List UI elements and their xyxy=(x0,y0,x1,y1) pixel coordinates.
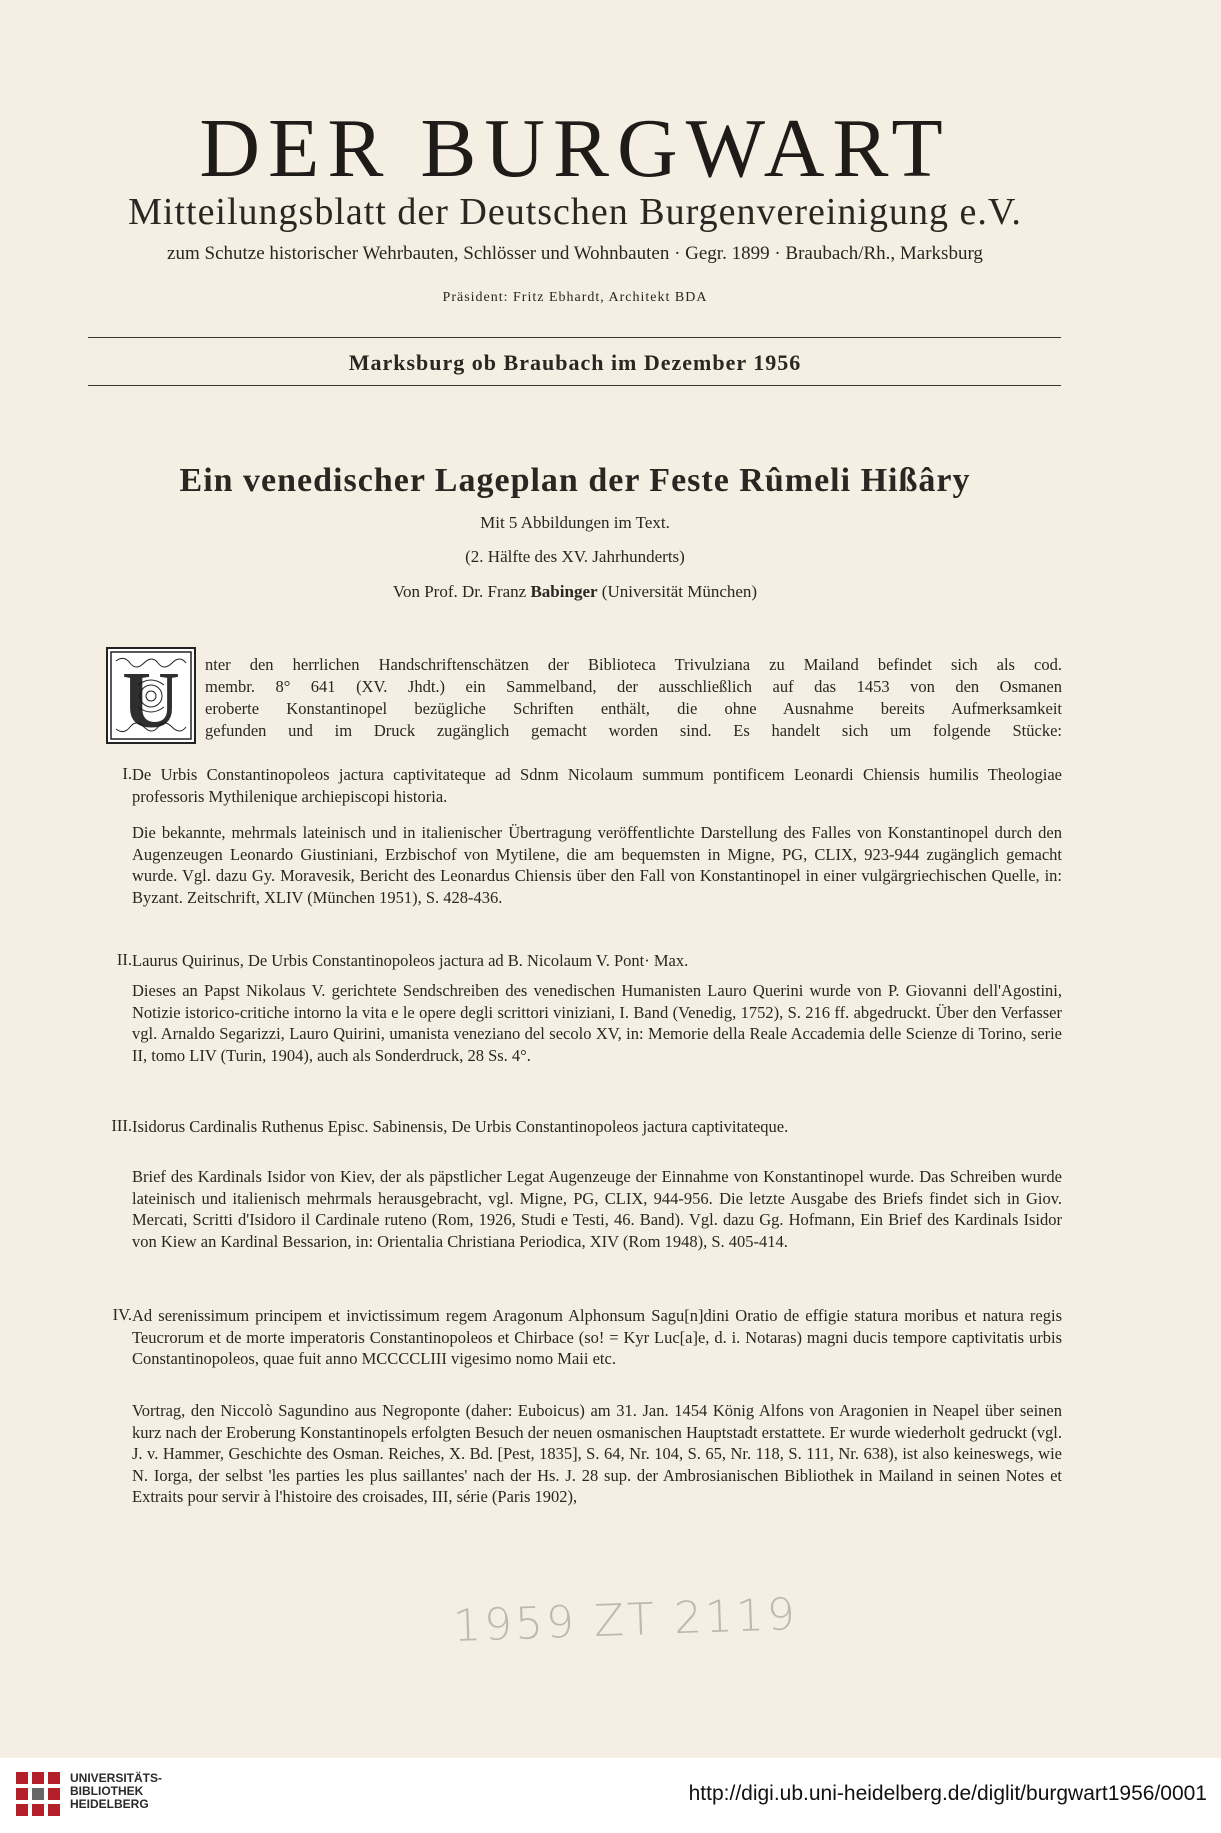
ornament-icon xyxy=(108,649,194,742)
entry-body: Die bekannte, mehrmals lateinisch und in italienischer Übertragung veröffentlichte Darstellung des Falles von Konstantinopel durch den Augenzeugen Leonardo Giustiniani, Erzbischof von Mytilene, die am bequemsten in Migne, PG, CLIX, 923-944 zugänglich gemacht wurde. Vgl. dazu Gy. Moravesik, Bericht des Leonardus Chiensis über den Fall von Konstantinopel in einer vulgärgriechischen Quelle, in: Byzant. Zeitschrift, XLIV (München 1951), S. 428-436. xyxy=(132,823,1062,907)
university-logo-icon xyxy=(14,1770,64,1820)
intro-line: membr. 8° 641 (XV. Jhdt.) ein Sammelband, der ausschließlich auf das 1453 von den Osmanen xyxy=(205,677,1062,696)
top-rule xyxy=(88,337,1061,338)
intro-line: eroberte Konstantinopel bezügliche Schriften enthält, die ohne Ausnahme bereits Aufmerksamkeit xyxy=(205,699,1062,718)
article-period: (2. Hälfte des XV. Jahrhunderts) xyxy=(465,547,685,566)
entry-heading: Ad serenissimum principem et invictissimum regem Aragonum Alphonsum Sagu[n]dini Oratio de effigie statura moribus et natura regis Teucrorum et de morte imperatoris Constantinopoleos et Chirbace (so! = Kyr Luc[a]e, d. i. Notaras) magni ducis tempore captivitatis urbis Constantinopoleos, quae fuit anno MCCCCLIII vigesimo nomo Maii etc. xyxy=(132,1306,1062,1368)
article-author xyxy=(0,582,1150,602)
entry-heading: De Urbis Constantinopoleos jactura captivitateque ad Sdnm Nicolaum summum pontificem Leonardi Chiensis humilis Theologiae professoris Mythilenique archiepiscopi historia. xyxy=(132,765,1062,806)
library-name xyxy=(70,1772,162,1811)
entry-number: III. xyxy=(111,1116,132,1135)
article-figures: Mit 5 Abbildungen im Text. xyxy=(480,513,670,532)
library-line: BIBLIOTHEK xyxy=(70,1784,144,1798)
library-line: UNIVERSITÄTS- xyxy=(70,1771,163,1785)
masthead-tagline: zum Schutze historischer Wehrbauten, Schlösser und Wohnbauten · Gegr. 1899 · Braubach/Rh., Marksburg xyxy=(167,243,983,264)
author-prefix: Von Prof. Dr. Franz xyxy=(392,582,527,601)
entry-body: Vortrag, den Niccolò Sagundino aus Negroponte (daher: Euboicus) am 31. Jan. 1454 König Alfons von Aragonien in Neapel über seinen kurz nach der Eroberung Konstantinopels erfolgten Besuch der neuen osmanischen Hauptstadt erstattete. Er wurde wiederholt gedruckt (vgl. J. v. Hammer, Geschichte des Osman. Reiches, X. Bd. [Pest, 1835], S. 64, Nr. 104, S. 65, Nr. 118, S. 111, Nr. 638), ist also keineswegs, wie N. Iorga, der selbst 'les parties les plus saillantes' nach der Hs. J. 28 sup. der Ambrosianischen Bibliothek in Mailand in seinen Notes et Extraits pour servir à l'histoire des croisades, III, série (Paris 1902), xyxy=(132,1401,1062,1506)
intro-line: gefunden und im Druck zugänglich gemacht worden sind. Es handelt sich um folgende Stücke: xyxy=(205,721,1062,740)
dropcap-letter: U xyxy=(122,657,180,742)
intro-line: nter den herrlichen Handschriftenschätzen der Biblioteca Trivulziana zu Mailand befindet sich als cod. xyxy=(205,655,1062,674)
source-url-link[interactable]: http://digi.ub.uni-heidelberg.de/diglit/burgwart1956/0001 xyxy=(688,1782,1207,1805)
entry-number: II. xyxy=(116,950,132,969)
entry-heading: Laurus Quirinus, De Urbis Constantinopoleos jactura ad B. Nicolaum V. Pont· Max. xyxy=(132,951,689,970)
handwritten-shelfmark: 1959 ZT 2119 xyxy=(452,1588,799,1653)
bottom-rule xyxy=(88,385,1061,386)
entry-body: Dieses an Papst Nikolaus V. gerichtete Sendschreiben des venedischen Humanisten Lauro Querini wurde von P. Giovanni dell'Agostini, Notizie istorico-critiche intorno la vita e le opere degli scrittori viniziani, I. Band (Venedig, 1752), S. 216 ff. abgedruckt. Über den Verfasser vgl. Arnaldo Segarizzi, Lauro Quirini, umanista veneziano del secolo XV, in: Memorie della Reale Accademia delle Scienze di Torino, serie II, tomo LIV (Turin, 1904), auch als Sonderdruck, 28 Ss. 4°. xyxy=(132,981,1062,1065)
president-line: Präsident: Fritz Ebhardt, Architekt BDA xyxy=(442,290,708,305)
issue-line: Marksburg ob Braubach im Dezember 1956 xyxy=(348,350,802,375)
entry-body: Brief des Kardinals Isidor von Kiev, der als päpstlicher Legat Augenzeuge der Einnahme von Konstantinopel wurde. Das Schreiben wurde lateinisch und italienisch mehrmals herausgebracht, vgl. Migne, PG, CLIX, 944-956. Die letzte Ausgabe des Briefs findet sich in Giov. Mercati, Scritti d'Isidoro il Cardinale ruteno (Rom, 1926, Studi e Testi, 46. Band). Vgl. dazu Gg. Hofmann, Ein Brief des Kardinals Isidor von Kiew an Kardinal Bessarion, in: Orientalia Christiana Periodica, XIV (Rom 1948), S. 405-414. xyxy=(132,1167,1062,1251)
masthead-subtitle: Mitteilungsblatt der Deutschen Burgenvereinigung e.V. xyxy=(128,191,1022,233)
article-title: Ein venedischer Lageplan der Feste Rûmeli Hißâry xyxy=(179,462,971,499)
library-line: HEIDELBERG xyxy=(70,1797,149,1811)
entry-number: IV. xyxy=(112,1305,132,1324)
author-affiliation: (Universität München) xyxy=(601,582,758,601)
author-name: Babinger xyxy=(530,582,598,601)
entry-number: I. xyxy=(122,764,132,783)
footer-bar xyxy=(0,1758,1221,1833)
entry-heading: Isidorus Cardinalis Ruthenus Episc. Sabinensis, De Urbis Constantinopoleos jactura captivitateque. xyxy=(132,1117,789,1136)
masthead-title: DER BURGWART xyxy=(199,102,951,195)
dropcap-initial xyxy=(106,647,196,744)
